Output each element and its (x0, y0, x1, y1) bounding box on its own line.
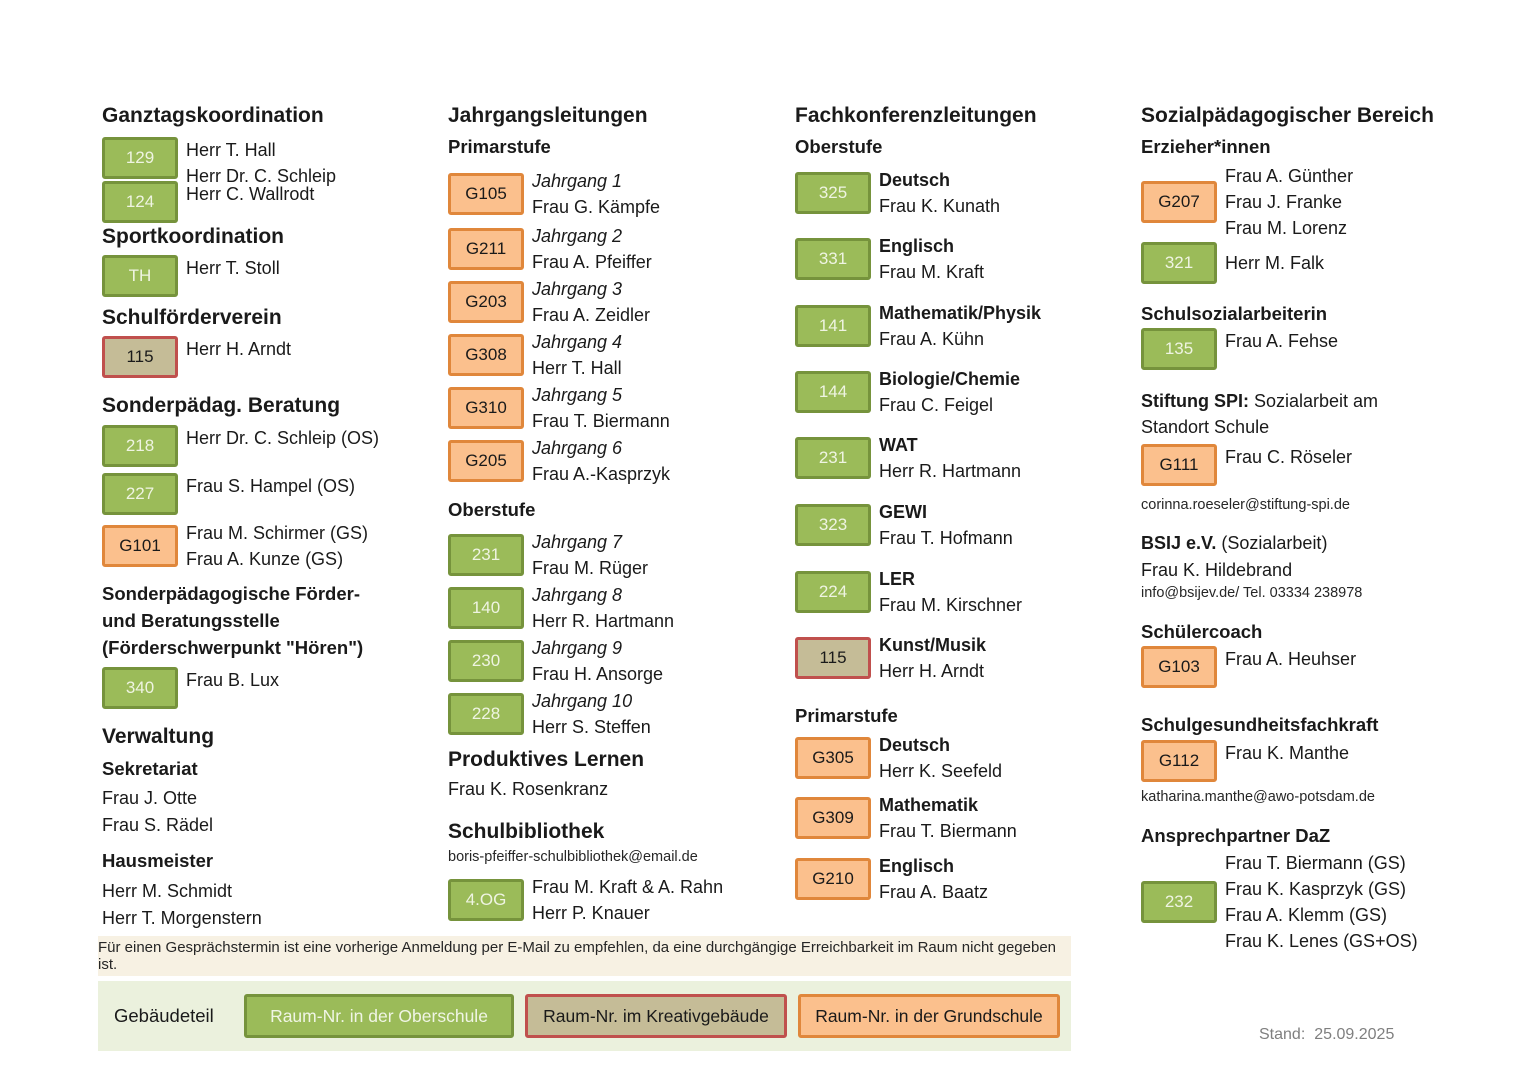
entry-323 (795, 499, 1135, 551)
entry-G309 (795, 792, 1135, 844)
column-4 (1141, 100, 1527, 954)
legend-box-orange: Raum-Nr. in der Grundschule (798, 994, 1060, 1038)
room-badge: 231 (448, 534, 524, 576)
entry-line: Frau S. Hampel (OS) (186, 476, 356, 496)
section-heading: Ganztagskoordination (102, 104, 324, 127)
email-line: corinna.roeseler@stiftung-spi.de (1141, 497, 1350, 513)
entry-line: Frau A. Heuhser (1225, 649, 1357, 669)
entry-lines (879, 732, 1002, 784)
room-badge: G210 (795, 858, 871, 900)
entry-line: Frau A. Kunze (GS) (186, 549, 344, 569)
entry-line: Herr S. Steffen (532, 717, 651, 737)
entry-line: Englisch (879, 236, 955, 256)
section-heading: Sekretariat (102, 758, 198, 779)
entry-line: Frau A. Günther (1225, 166, 1354, 186)
entry-line: Frau A. Baatz (879, 882, 989, 902)
room-badge: 231 (795, 437, 871, 479)
section-heading: (Förderschwerpunkt "Hören") (102, 637, 364, 658)
entry-line: Frau A. Zeidler (532, 305, 651, 325)
room-badge: G211 (448, 228, 524, 270)
entry-line: Frau A. Pfeiffer (532, 252, 652, 272)
entry-lines (532, 874, 723, 926)
text-span: (Sozialarbeit) (1216, 533, 1328, 553)
section-heading: Sonderpädagogische Förder- (102, 583, 361, 604)
entry-line: Jahrgang 7 (532, 532, 623, 552)
entry-lines (1225, 163, 1353, 241)
entry-line: Jahrgang 1 (532, 171, 623, 191)
entry-lines (1225, 850, 1418, 954)
room-badge: G203 (448, 281, 524, 323)
entry-227 (102, 473, 447, 515)
entry-lines (532, 168, 660, 220)
entry-line: LER (879, 569, 915, 589)
entry-lines (186, 181, 314, 207)
entry-line: Herr T. Hall (532, 358, 622, 378)
section-heading: Oberstufe (448, 499, 536, 520)
room-badge: G105 (448, 173, 524, 215)
entry-115 (102, 336, 447, 378)
entry-line: Herr P. Knauer (532, 903, 650, 923)
section-heading: Sozialpädagogischer Bereich (1141, 104, 1434, 127)
room-badge: G207 (1141, 181, 1217, 223)
room-badge: G205 (448, 440, 524, 482)
text-line (1141, 388, 1451, 440)
entry-line: Biologie/Chemie (879, 369, 1021, 389)
entry-lines (532, 276, 650, 328)
room-badge: G111 (1141, 444, 1217, 486)
section-heading: Fachkonferenzleitungen (795, 104, 1037, 127)
entry-line: Frau M. Kirschner (879, 595, 1023, 615)
text-line (1141, 530, 1451, 556)
room-badge: G309 (795, 797, 871, 839)
text-line: Herr M. Schmidt (102, 881, 233, 901)
entry-G105 (448, 168, 780, 220)
text-span: Sozialarbeit am Standort Schule (1141, 391, 1379, 437)
entry-lines (532, 435, 670, 487)
entry-lines (1225, 646, 1356, 672)
entry-lines (1225, 250, 1324, 276)
entry-lines (532, 635, 663, 687)
entry-line: Frau A. Fehse (1225, 331, 1339, 351)
room-badge: 228 (448, 693, 524, 735)
section-heading: Verwaltung (102, 725, 215, 748)
email-line: katharina.manthe@awo-potsdam.de (1141, 789, 1375, 805)
entry-lines (879, 167, 1000, 219)
entry-lines (186, 255, 280, 281)
entry-line: Jahrgang 10 (532, 691, 633, 711)
entry-224 (795, 566, 1135, 618)
section-heading: Primarstufe (448, 136, 551, 157)
entry-G305 (795, 732, 1135, 784)
section-heading: Primarstufe (795, 705, 898, 726)
entry-TH (102, 255, 447, 297)
entry-lines (879, 499, 1013, 551)
entry-G310 (448, 382, 780, 434)
entry-line: Frau C. Röseler (1225, 447, 1353, 467)
entry-G111 (1141, 444, 1527, 486)
entry-231 (795, 432, 1135, 484)
entry-321 (1141, 242, 1527, 284)
entry-line: Jahrgang 4 (532, 332, 623, 352)
entry-115 (795, 632, 1135, 684)
entry-line: Frau M. Lorenz (1225, 218, 1348, 238)
entry-lines (532, 688, 651, 740)
entry-G210 (795, 853, 1135, 905)
entry-line: Herr T. Hall (186, 140, 276, 160)
entry-line: Frau M. Kraft & A. Rahn (532, 877, 724, 897)
stand-date (1259, 1026, 1394, 1044)
room-badge: G305 (795, 737, 871, 779)
room-badge: 129 (102, 137, 178, 179)
entry-lines (186, 667, 279, 693)
entry-line: Herr T. Stoll (186, 258, 280, 278)
section-heading: Schulsozialarbeiterin (1141, 303, 1328, 324)
text-line: Frau S. Rädel (102, 815, 214, 835)
section-heading: Schulbibliothek (448, 820, 605, 843)
entry-G101 (102, 520, 447, 572)
entry-G203 (448, 276, 780, 328)
room-badge: 4.OG (448, 879, 524, 921)
entry-line: Herr Dr. C. Schleip (186, 166, 337, 186)
entry-line: Frau T. Biermann (879, 821, 1017, 841)
section-heading: Produktives Lernen (448, 748, 645, 771)
section-heading: Ansprechpartner DaZ (1141, 825, 1331, 846)
email-line: boris-pfeiffer-schulbibliothek@email.de (448, 849, 698, 865)
room-badge: 135 (1141, 328, 1217, 370)
entry-line: Deutsch (879, 735, 951, 755)
entry-line: Jahrgang 3 (532, 279, 623, 299)
entry-line: Jahrgang 5 (532, 385, 623, 405)
text-line: Frau K. Rosenkranz (448, 779, 609, 799)
entry-lines (186, 336, 291, 362)
entry-231 (448, 529, 780, 581)
room-badge: 230 (448, 640, 524, 682)
entry-line: Frau M. Schirmer (GS) (186, 523, 369, 543)
legend-box-khaki: Raum-Nr. im Kreativgebäude (525, 994, 787, 1038)
entry-line: Herr R. Hartmann (879, 461, 1022, 481)
entry-lines (186, 425, 379, 451)
entry-line: Frau M. Kraft (879, 262, 985, 282)
legend-box-green: Raum-Nr. in der Oberschule (244, 994, 514, 1038)
entry-lines (532, 529, 648, 581)
note-bar (98, 936, 1071, 976)
entry-line: Mathematik (879, 795, 979, 815)
entry-lines (532, 582, 674, 634)
entry-G112 (1141, 740, 1527, 782)
room-badge: 321 (1141, 242, 1217, 284)
section-heading: Oberstufe (795, 136, 883, 157)
legend-label: Gebäudeteil (114, 1005, 214, 1026)
section-heading: Schülercoach (1141, 621, 1263, 642)
entry-G207 (1141, 163, 1527, 241)
room-badge: 140 (448, 587, 524, 629)
entry-line: Frau T. Biermann (532, 411, 670, 431)
entry-line: Herr M. Falk (1225, 253, 1324, 273)
room-badge: 115 (795, 637, 871, 679)
entry-line: Herr Dr. C. Schleip (OS) (186, 428, 380, 448)
room-badge: 232 (1141, 881, 1217, 923)
entry-218 (102, 425, 447, 467)
entry-line: Frau T. Hofmann (879, 528, 1013, 548)
room-badge: 218 (102, 425, 178, 467)
text-line: Frau K. Hildebrand (1141, 560, 1293, 580)
room-badge: G308 (448, 334, 524, 376)
section-heading: Jahrgangsleitungen (448, 104, 648, 127)
section-heading: Schulgesundheitsfachkraft (1141, 714, 1379, 735)
entry-line: Frau A. Klemm (GS) (1225, 905, 1388, 925)
entry-G205 (448, 435, 780, 487)
entry-lines (186, 473, 355, 499)
legend-bar (98, 981, 1071, 1051)
entry-140 (448, 582, 780, 634)
entry-230 (448, 635, 780, 687)
entry-lines (879, 792, 1017, 844)
entry-line: Englisch (879, 856, 955, 876)
room-badge: G103 (1141, 646, 1217, 688)
entry-lines (879, 632, 986, 684)
room-badge: 124 (102, 181, 178, 223)
entry-line: Frau K. Manthe (1225, 743, 1350, 763)
room-badge: G101 (102, 525, 178, 567)
entry-line: Mathematik/Physik (879, 303, 1042, 323)
entry-lines (879, 366, 1020, 418)
entry-lines (879, 233, 984, 285)
entry-line: Frau K. Lenes (GS+OS) (1225, 931, 1418, 951)
entry-228 (448, 688, 780, 740)
entry-G308 (448, 329, 780, 381)
entry-124 (102, 181, 447, 223)
entry-lines (879, 566, 1022, 618)
entry-line: Frau J. Franke (1225, 192, 1343, 212)
stand-label: Stand: (1259, 1026, 1306, 1043)
entry-line: Frau C. Feigel (879, 395, 994, 415)
entry-line: Frau K. Kunath (879, 196, 1001, 216)
section-heading: Sonderpädag. Beratung (102, 394, 341, 417)
entry-line: GEWI (879, 502, 927, 522)
text-span: BSIJ e.V. (1141, 533, 1217, 553)
entry-line: Herr H. Arndt (879, 661, 985, 681)
entry-lines (186, 520, 368, 572)
entry-line: Frau T. Biermann (GS) (1225, 853, 1406, 873)
entry-G103 (1141, 646, 1527, 688)
room-badge: 340 (102, 667, 178, 709)
text-line: Herr T. Morgenstern (102, 908, 262, 928)
entry-4.OG (448, 874, 780, 926)
entry-325 (795, 167, 1135, 219)
entry-331 (795, 233, 1135, 285)
entry-lines (879, 300, 1041, 352)
note-text: Für einen Gesprächstermin ist eine vorherige Anmeldung per E-Mail zu empfehlen, da eine durchgängige Erreichbarkeit im Raum nicht gegeben ist. (98, 939, 1057, 973)
legend-items (244, 994, 1060, 1038)
entry-line: Herr C. Wallrodt (186, 184, 315, 204)
email-line: info@bsijev.de/ Tel. 03334 238978 (1141, 585, 1363, 601)
entry-line: WAT (879, 435, 918, 455)
entry-135 (1141, 328, 1527, 370)
section-heading: Erzieher*innen (1141, 136, 1271, 157)
text-line: Frau J. Otte (102, 788, 198, 808)
column-3 (795, 100, 1135, 905)
room-badge: 144 (795, 371, 871, 413)
room-badge: 325 (795, 172, 871, 214)
entry-line: Herr R. Hartmann (532, 611, 675, 631)
entry-line: Frau A. Kühn (879, 329, 985, 349)
entry-lines (532, 329, 622, 381)
entry-lines (879, 432, 1021, 484)
section-heading: und Beratungsstelle (102, 610, 280, 631)
entry-line: Frau M. Rüger (532, 558, 649, 578)
room-badge: G112 (1141, 740, 1217, 782)
entry-line: Herr K. Seefeld (879, 761, 1003, 781)
entry-141 (795, 300, 1135, 352)
entry-lines (1225, 740, 1349, 766)
room-badge: 224 (795, 571, 871, 613)
entry-lines (532, 382, 670, 434)
entry-lines (1225, 444, 1352, 470)
room-badge: 115 (102, 336, 178, 378)
entry-line: Herr H. Arndt (186, 339, 292, 359)
entry-lines (532, 223, 652, 275)
entry-line: Kunst/Musik (879, 635, 987, 655)
section-heading: Hausmeister (102, 850, 214, 871)
section-heading: Sportkoordination (102, 225, 284, 248)
entry-232 (1141, 850, 1527, 954)
entry-340 (102, 667, 447, 709)
entry-144 (795, 366, 1135, 418)
entry-line: Frau K. Kasprzyk (GS) (1225, 879, 1407, 899)
room-badge: 141 (795, 305, 871, 347)
room-badge: 227 (102, 473, 178, 515)
entry-G211 (448, 223, 780, 275)
entry-line: Frau H. Ansorge (532, 664, 664, 684)
entry-line: Jahrgang 8 (532, 585, 623, 605)
entry-line: Jahrgang 9 (532, 638, 623, 658)
room-badge: 331 (795, 238, 871, 280)
entry-line: Frau A.-Kasprzyk (532, 464, 671, 484)
entry-line: Jahrgang 2 (532, 226, 623, 246)
stand-value: 25.09.2025 (1314, 1026, 1395, 1043)
room-badge: TH (102, 255, 178, 297)
room-badge: G310 (448, 387, 524, 429)
column-1 (102, 100, 447, 931)
entry-lines (879, 853, 988, 905)
section-heading: Schulförderverein (102, 306, 282, 329)
room-badge: 323 (795, 504, 871, 546)
entry-line: Frau B. Lux (186, 670, 280, 690)
text-span: Stiftung SPI: (1141, 391, 1249, 411)
column-2 (448, 100, 780, 926)
entry-line: Jahrgang 6 (532, 438, 623, 458)
entry-line: Frau G. Kämpfe (532, 197, 661, 217)
entry-lines (1225, 328, 1338, 354)
entry-line: Deutsch (879, 170, 951, 190)
